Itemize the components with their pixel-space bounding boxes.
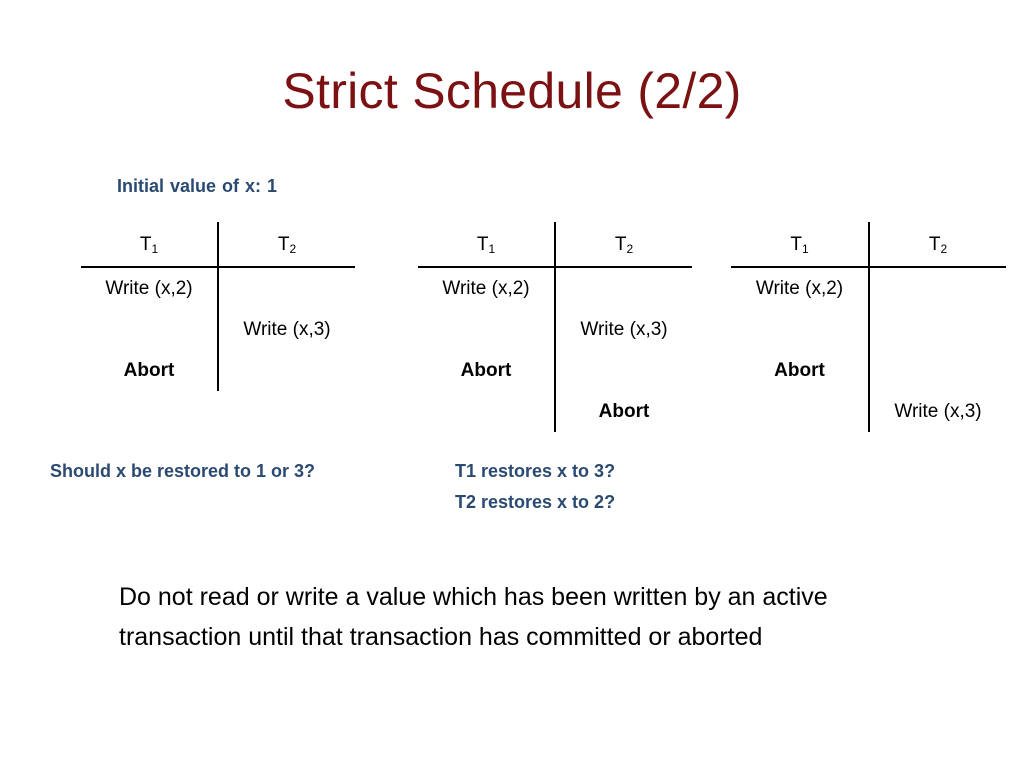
table-cell xyxy=(418,391,555,432)
schedule-table-2 xyxy=(418,222,692,432)
column-header-t1 xyxy=(81,222,218,267)
transaction-letter: T xyxy=(614,234,627,255)
transaction-letter: T xyxy=(277,234,290,255)
question-options xyxy=(455,456,615,518)
question-option-2: T2 restores x to 2? xyxy=(455,492,616,512)
column-header-t2 xyxy=(869,222,1006,267)
column-header-t2 xyxy=(218,222,355,267)
table-cell xyxy=(418,309,555,350)
table-header-row xyxy=(81,222,355,267)
transaction-letter: T xyxy=(476,234,489,255)
transaction-subscript: 2 xyxy=(626,242,634,256)
table-row xyxy=(81,267,355,309)
column-header-t1 xyxy=(731,222,869,267)
question-restore xyxy=(50,456,315,487)
table-cell: Abort xyxy=(598,400,650,422)
table-row xyxy=(81,309,355,350)
table-cell: Write (x,2) xyxy=(418,267,555,309)
transaction-subscript: 1 xyxy=(151,242,159,256)
schedule-table-1 xyxy=(81,222,355,391)
table-cell xyxy=(218,267,355,309)
table-cell: Abort xyxy=(731,350,869,391)
schedule-table-3 xyxy=(731,222,1006,432)
table-cell xyxy=(731,391,869,432)
table-row xyxy=(418,350,692,391)
table-cell: Write (x,2) xyxy=(81,267,218,309)
table-header-row xyxy=(418,222,692,267)
table-cell: Write (x,3) xyxy=(243,318,331,340)
table-row xyxy=(418,391,692,432)
table-cell: Write (x,2) xyxy=(731,267,869,309)
transaction-letter: T xyxy=(928,234,941,255)
column-header-t1 xyxy=(418,222,555,267)
table-cell: Abort xyxy=(81,350,218,391)
table-cell xyxy=(218,350,355,391)
table-row xyxy=(418,309,692,350)
table-row xyxy=(731,309,1006,350)
table-cell xyxy=(869,309,1006,350)
table-row xyxy=(731,267,1006,309)
question-option-1: T1 restores x to 3? xyxy=(455,461,616,481)
table-header-row xyxy=(731,222,1006,267)
strictness-rule: Do not read or write a value which has been written by an active transaction until that transaction has committed or aborted xyxy=(119,583,828,651)
transaction-subscript: 2 xyxy=(940,242,948,256)
table-row xyxy=(418,267,692,309)
table-row xyxy=(81,350,355,391)
table-cell xyxy=(731,309,869,350)
table-cell: Write (x,3) xyxy=(894,400,982,422)
transaction-subscript: 1 xyxy=(488,242,496,256)
column-header-t2 xyxy=(555,222,692,267)
transaction-subscript: 1 xyxy=(801,242,809,256)
transaction-subscript: 2 xyxy=(289,242,297,256)
table-cell: Abort xyxy=(418,350,555,391)
table-row xyxy=(731,391,1006,432)
transaction-letter: T xyxy=(139,234,152,255)
slide-title: Strict Schedule (2/2) xyxy=(282,63,742,119)
transaction-letter: T xyxy=(790,234,802,255)
table-cell xyxy=(555,267,692,309)
initial-value-note: Initial value of x: 1 xyxy=(117,176,278,196)
table-cell xyxy=(869,350,1006,391)
question-line: Should x be restored to 1 or 3? xyxy=(50,461,316,481)
table-row xyxy=(731,350,1006,391)
table-cell xyxy=(869,267,1006,309)
table-cell xyxy=(555,350,692,391)
table-cell: Write (x,3) xyxy=(580,318,668,340)
table-cell xyxy=(81,309,218,350)
